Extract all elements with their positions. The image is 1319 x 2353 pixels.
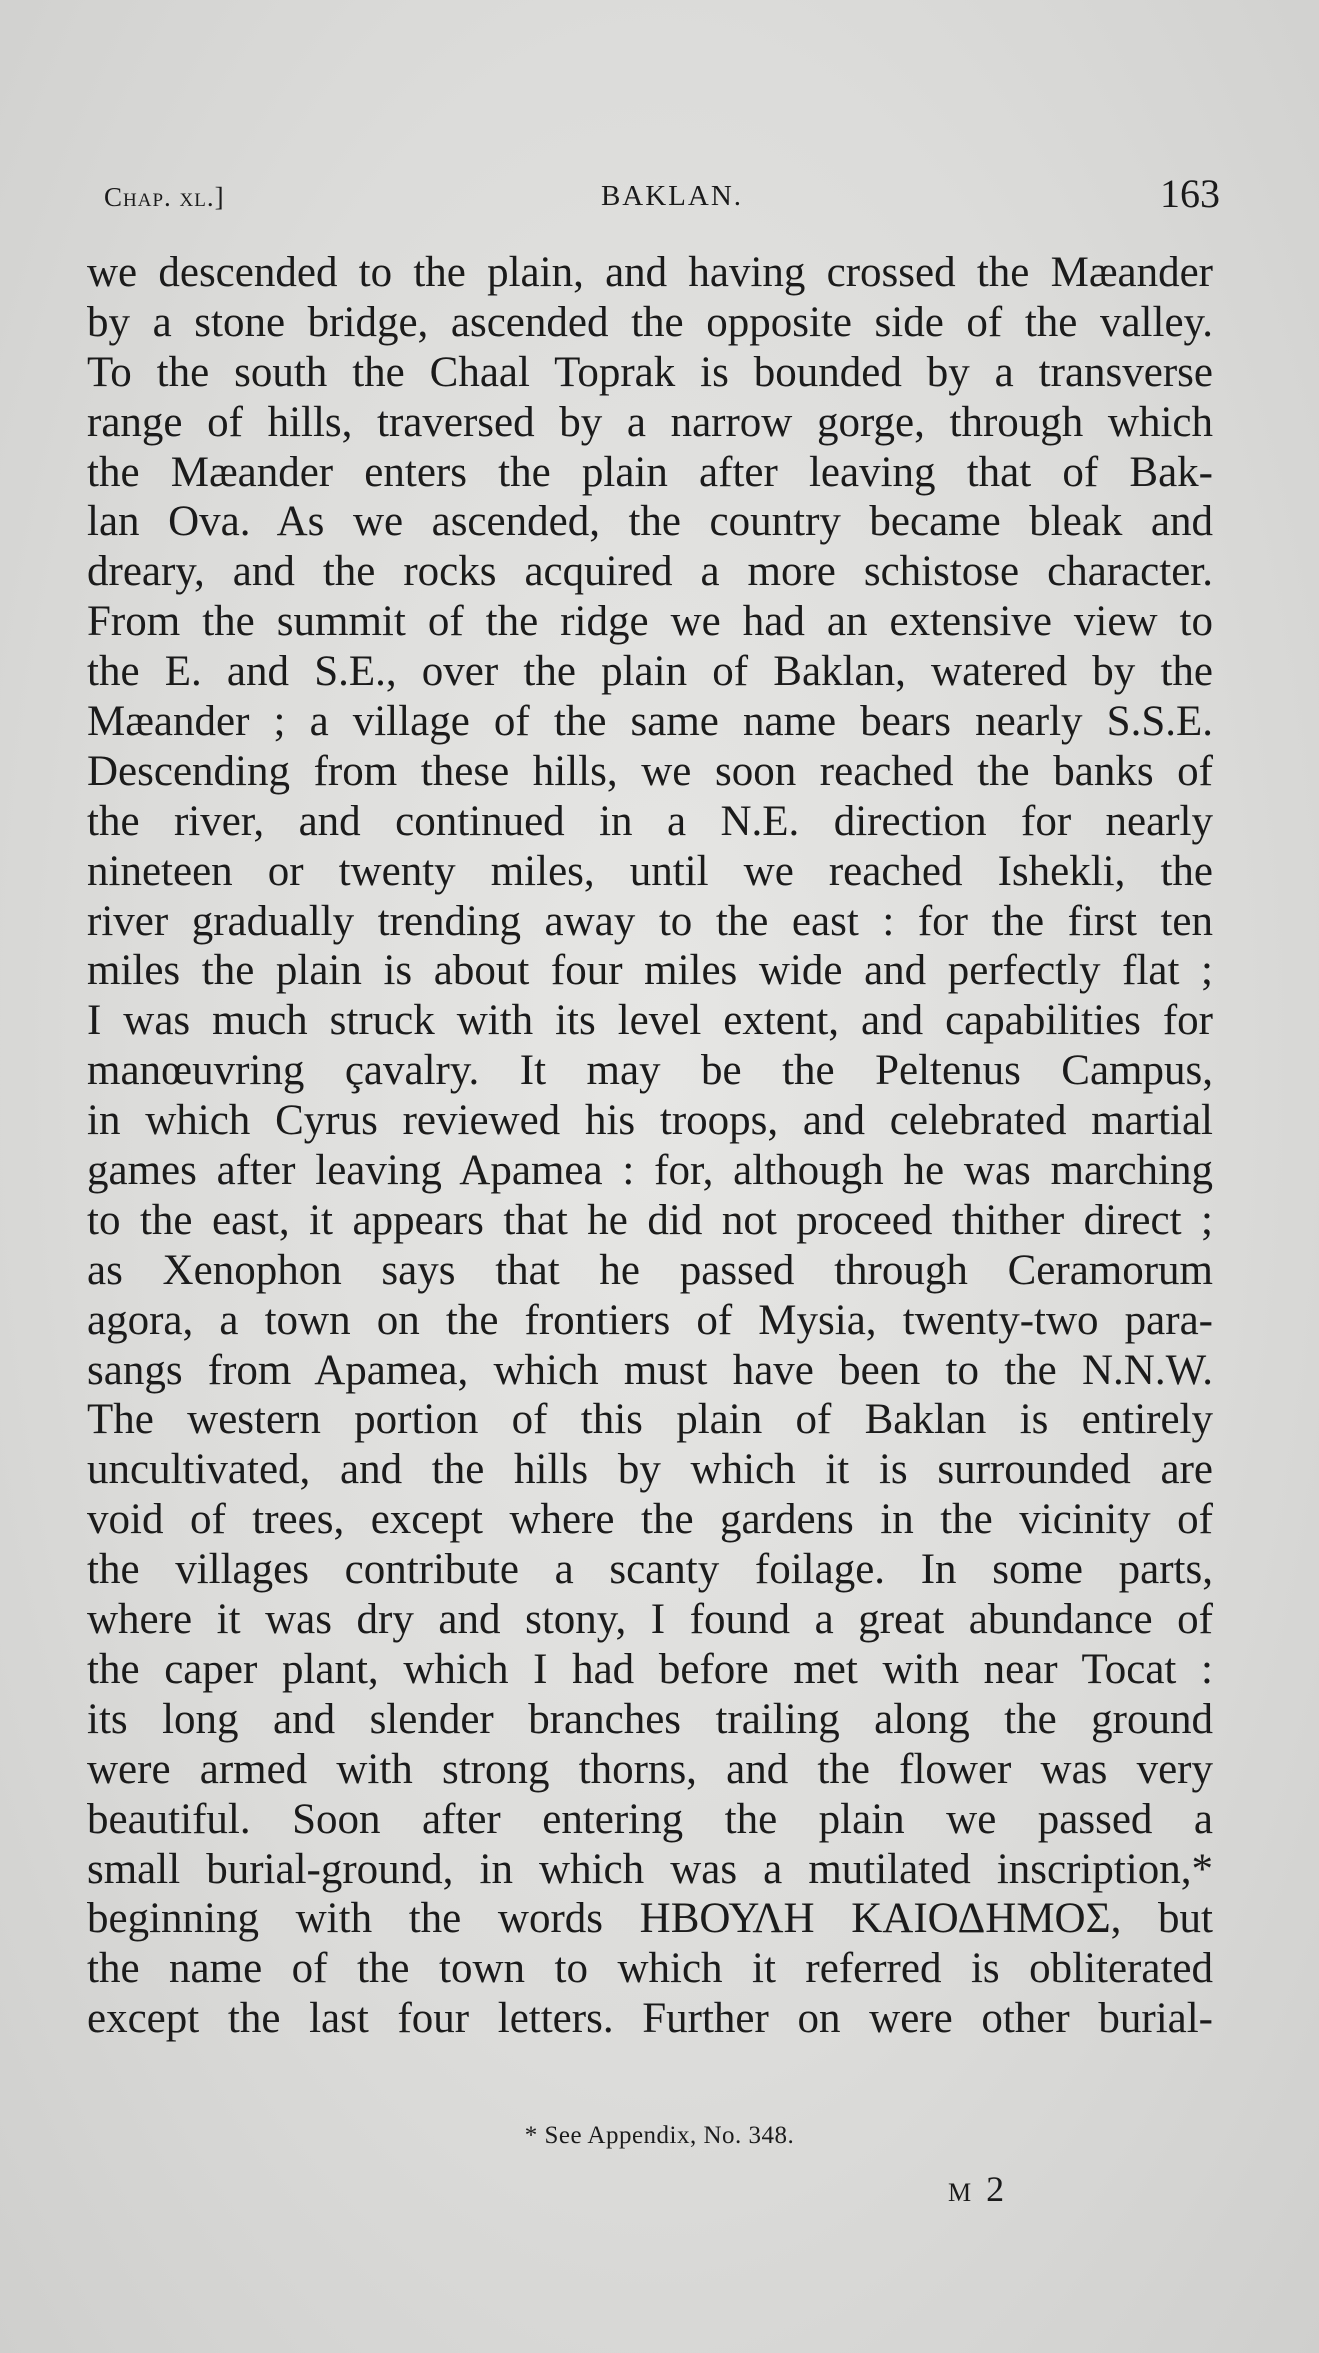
footnote: * See Appendix, No. 348. (524, 2122, 795, 2149)
text-line: were armed with strong thorns, and the flower was very (87, 1745, 1213, 1793)
text-line: beginning with the words ΗΒΟΥΛΗ ΚΑΙΟΔΗΜΟΣ, but (87, 1895, 1213, 1943)
text-line: The western portion of this plain of Baklan is entirely (87, 1396, 1213, 1444)
text-line: lan Ova. As we ascended, the country became bleak and (87, 498, 1213, 546)
text-line: uncultivated, and the hills by which it is surrounded are (87, 1446, 1213, 1494)
signature-number: 2 (986, 2169, 1008, 2209)
signature-mark (948, 2168, 1007, 2210)
text-line: by a stone bridge, ascended the opposite side of the valley. (87, 298, 1213, 346)
running-header (104, 170, 1220, 220)
text-line: void of trees, except where the gardens in the vicinity of (87, 1496, 1213, 1544)
text-line: the name of the town to which it referred is obliterated (87, 1945, 1213, 1993)
text-line: the Mæander enters the plain after leaving that of Bak- (87, 448, 1213, 496)
text-line: the E. and S.E., over the plain of Baklan, watered by the (87, 648, 1213, 696)
text-line: except the last four letters. Further on were other burial- (87, 1995, 1213, 2043)
text-line: I was much struck with its level extent, and capabilities for (87, 997, 1213, 1045)
signature-letter: M (948, 2178, 975, 2207)
text-line: the river, and continued in a N.E. direction for nearly (87, 797, 1213, 845)
text-line: nineteen or twenty miles, until we reached Ishekli, the (87, 847, 1213, 895)
text-line: miles the plain is about four miles wide and perfectly flat ; (87, 947, 1213, 995)
text-line: games after leaving Apamea : for, although he was marching (87, 1147, 1213, 1195)
text-line: From the summit of the ridge we had an extensive view to (87, 598, 1213, 646)
text-line: we descended to the plain, and having crossed the Mæander (87, 249, 1213, 296)
text-line: dreary, and the rocks acquired a more schistose character. (87, 548, 1213, 596)
text-line: agora, a town on the frontiers of Mysia, twenty-two para- (87, 1296, 1213, 1344)
text-line: the villages contribute a scanty foilage. In some parts, (87, 1546, 1213, 1594)
running-title: BAKLAN. (600, 180, 744, 212)
text-line: Mæander ; a village of the same name bears nearly S.S.E. (87, 698, 1213, 746)
text-line: sangs from Apamea, which must have been to the N.N.W. (87, 1346, 1213, 1394)
text-line: river gradually trending away to the east : for the first ten (87, 897, 1213, 945)
chapter-reference: Chap. xl.] (104, 182, 225, 212)
page-number: 163 (1160, 171, 1220, 216)
text-line: where it was dry and stony, I found a great abundance of (87, 1596, 1213, 1644)
text-line: beautiful. Soon after entering the plain we passed a (87, 1795, 1213, 1843)
body-text (87, 248, 1213, 2044)
text-line: small burial-ground, in which was a mutilated inscription,* (87, 1845, 1213, 1893)
text-line: to the east, it appears that he did not proceed thither direct ; (87, 1196, 1213, 1244)
text-line: range of hills, traversed by a narrow gorge, through which (87, 398, 1213, 446)
text-line: the caper plant, which I had before met with near Tocat : (87, 1645, 1213, 1693)
text-line: its long and slender branches trailing along the ground (87, 1695, 1213, 1743)
text-line: To the south the Chaal Toprak is bounded by a transverse (87, 348, 1213, 396)
text-line: as Xenophon says that he passed through Ceramorum (87, 1246, 1213, 1294)
text-line: in which Cyrus reviewed his troops, and celebrated martial (87, 1097, 1213, 1145)
text-line: Descending from these hills, we soon reached the banks of (87, 747, 1213, 795)
text-line: manœuvring çavalry. It may be the Peltenus Campus, (87, 1047, 1213, 1095)
